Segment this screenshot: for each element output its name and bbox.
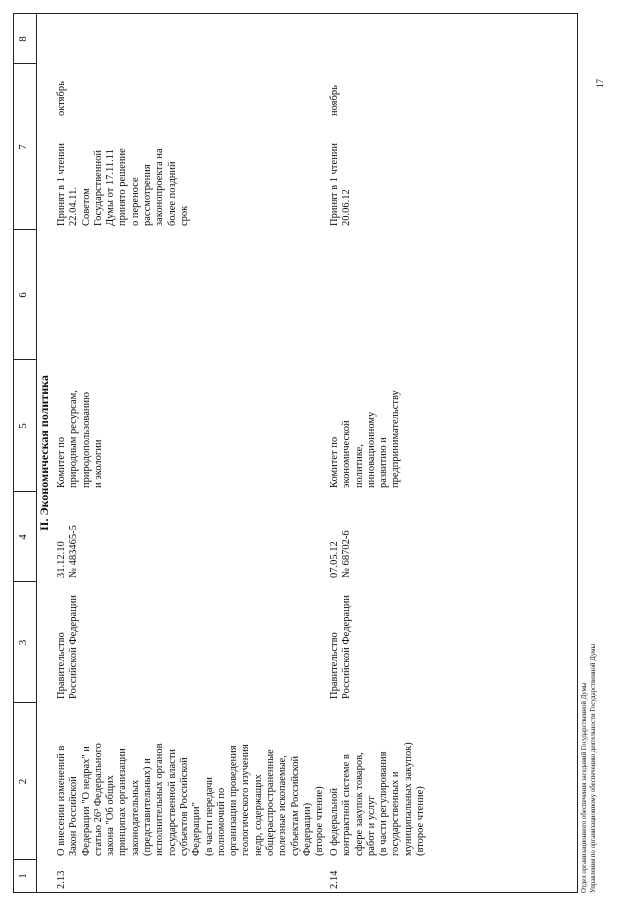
bill-registration: 31.12.10 № 483465-5 bbox=[56, 525, 80, 578]
row-number: 2.13 bbox=[56, 870, 67, 889]
bill-title: О федеральной контрактной системе в сфере закупок товаров, работ и услуг (в части регулирования государственных и муниципальных закупок) (второе чтение) bbox=[329, 742, 427, 856]
column-number-8: 8 bbox=[17, 36, 29, 42]
rotated-sheet bbox=[13, 13, 605, 893]
footer-department: Отдел организационного обеспечения заседаний Государственной Думы bbox=[581, 682, 588, 893]
column-number-6: 6 bbox=[17, 292, 29, 298]
column-number-7: 7 bbox=[17, 144, 29, 150]
column-number-2: 2 bbox=[17, 778, 29, 785]
bill-initiator: Правительство Российской Федерации bbox=[56, 595, 80, 699]
column-number-5: 5 bbox=[17, 423, 29, 429]
bill-title: О внесении изменений в Закон Российской Федерации "О недрах" и статью 26³ Федерального закона "Об общих принципах организации законодательных (представительных) и исполнительных органов государственной власти субъектов Российской Федерации" (в части передачи полномочий по организации проведения геологического изучения недр, содержащих общераспространенные полезные ископаемые, субъектам Российской Федерации) (второе чтение) bbox=[56, 743, 326, 856]
bill-status: Принят в 1 чтении 20.06.12 bbox=[329, 143, 353, 226]
consideration-month: октябрь bbox=[56, 81, 67, 116]
bill-registration: 07.05.12 № 68702-6 bbox=[329, 530, 353, 578]
page-number: 17 bbox=[595, 79, 605, 88]
plan-table bbox=[13, 13, 578, 893]
responsible-committee: Комитет по природным ресурсам, природопользованию и экологии bbox=[56, 390, 104, 488]
bill-initiator: Правительство Российской Федерации bbox=[329, 595, 353, 699]
column-number-4: 4 bbox=[17, 534, 29, 540]
footer-directorate: Управления по организационному обеспечению деятельности Государственной Думы bbox=[590, 643, 597, 893]
column-number-1: 1 bbox=[17, 873, 29, 879]
section-title: II. Экономическая политика bbox=[37, 375, 51, 531]
column-number-3: 3 bbox=[17, 639, 29, 646]
row-number: 2.14 bbox=[329, 870, 340, 889]
page-footer bbox=[579, 13, 605, 893]
responsible-committee: Комитет по экономической политике, инновационному развитию и предпринимательству bbox=[329, 390, 402, 488]
bill-status: Принят в 1 чтении 22.04.11. Советом Государственной Думы от 17.11.11 принято решение о переносе рассмотрения законопроекта на более поздний срок bbox=[56, 143, 190, 226]
consideration-month: ноябрь bbox=[329, 85, 340, 116]
